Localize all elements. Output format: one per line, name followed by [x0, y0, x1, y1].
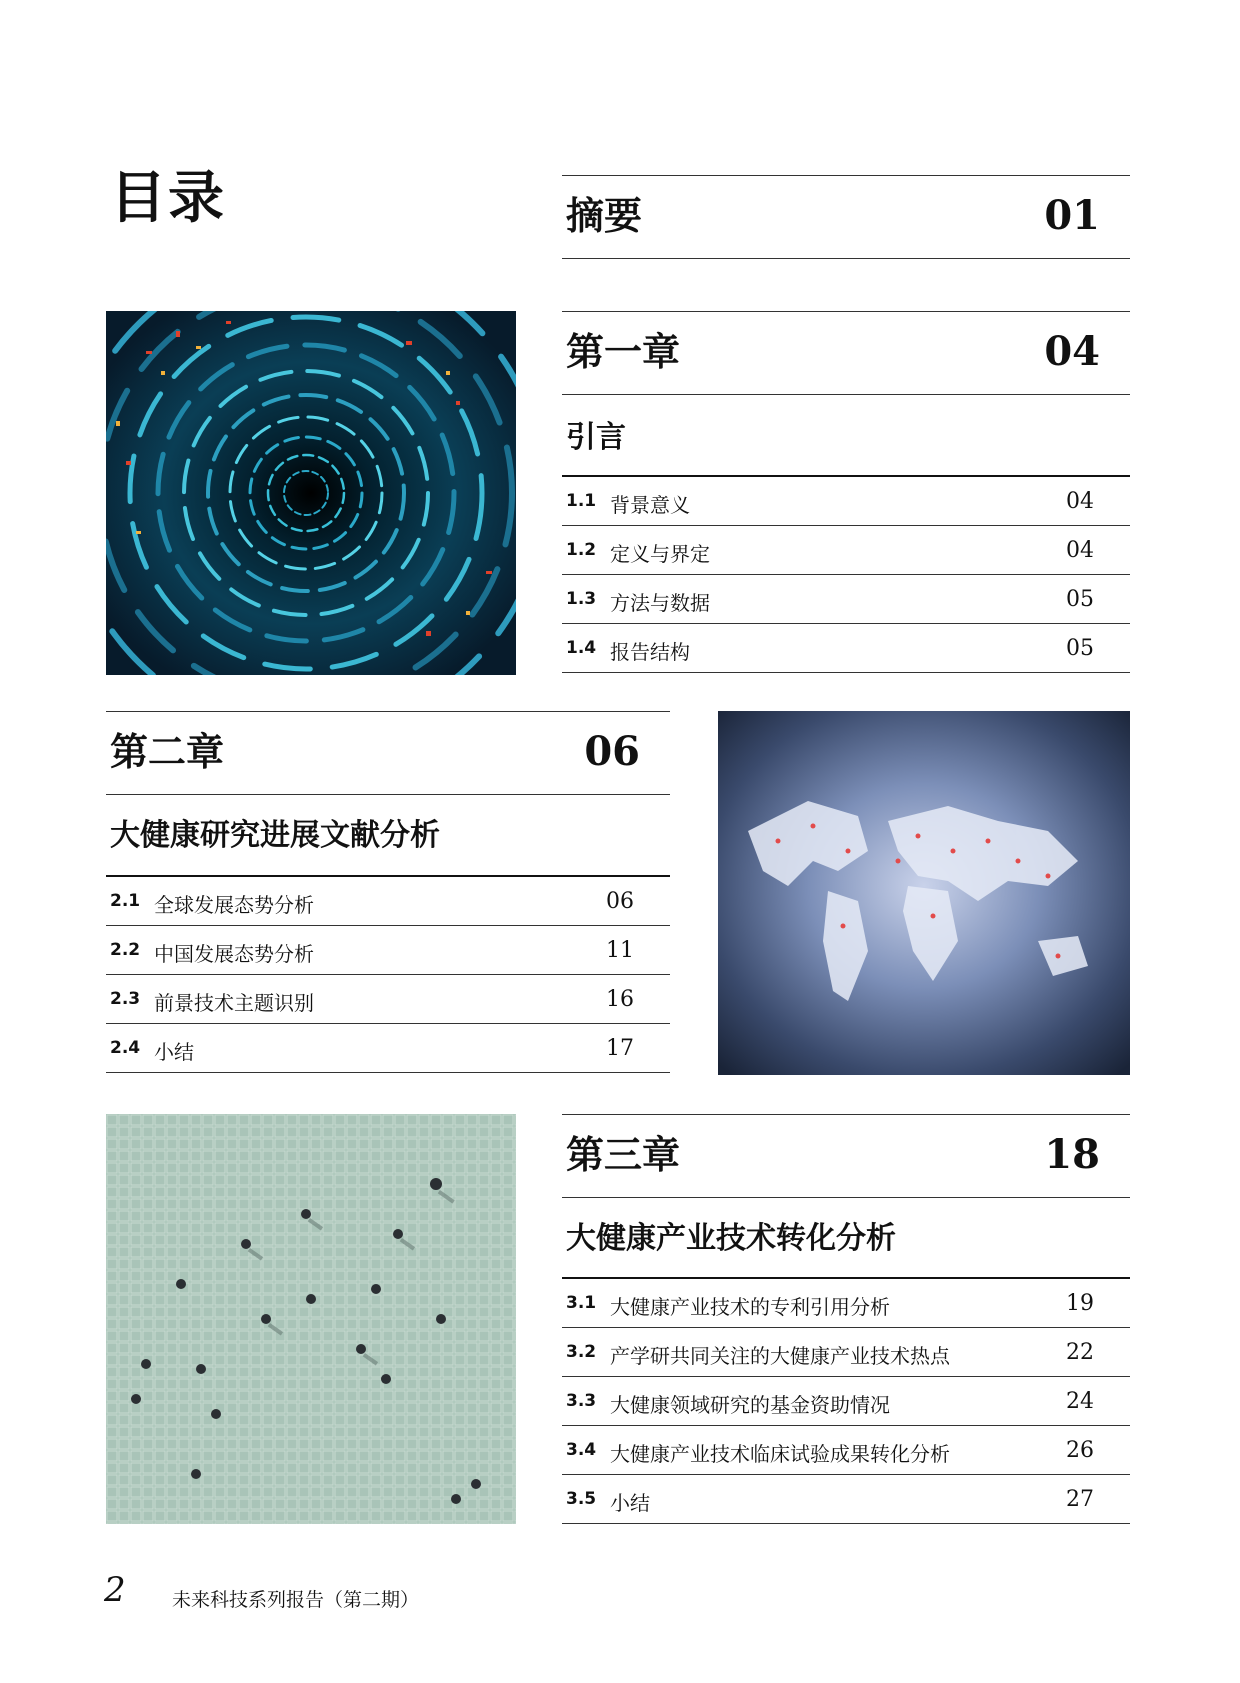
abstract-entry[interactable] — [562, 175, 1130, 259]
chapter-1-block — [562, 311, 1130, 681]
toc-row[interactable] — [562, 1426, 1130, 1475]
toc-row[interactable] — [562, 1475, 1130, 1524]
toc-row[interactable] — [562, 1279, 1130, 1328]
abstract-label: 摘要 — [566, 194, 643, 238]
section-number: 1.4 — [566, 638, 597, 658]
section-page: 17 — [606, 1036, 634, 1061]
section-title: 小结 — [610, 1491, 650, 1515]
section-number: 1.2 — [566, 540, 597, 560]
section-number: 3.4 — [566, 1440, 597, 1460]
section-title: 中国发展态势分析 — [154, 942, 314, 966]
chapter-3-subtitle: 大健康产业技术转化分析 — [566, 1221, 896, 1256]
section-title: 全球发展态势分析 — [154, 893, 314, 917]
footer-page-number: 2 — [104, 1570, 126, 1610]
toc-row[interactable] — [106, 1024, 670, 1073]
chapter-3-block — [562, 1114, 1130, 1534]
section-number: 3.2 — [566, 1342, 597, 1362]
section-number: 2.4 — [110, 1038, 141, 1058]
toc-row[interactable] — [562, 1328, 1130, 1377]
chapter-2-subtitle: 大健康研究进展文献分析 — [110, 818, 440, 853]
section-title: 定义与界定 — [610, 542, 710, 566]
section-number: 2.3 — [110, 989, 141, 1009]
toc-row[interactable] — [562, 624, 1130, 673]
toc-row[interactable] — [106, 926, 670, 975]
toc-row[interactable] — [562, 526, 1130, 575]
section-title: 报告结构 — [610, 640, 690, 664]
footer-series-title: 未来科技系列报告（第二期） — [172, 1589, 420, 1611]
people-grid-image — [106, 1114, 516, 1524]
chapter-2-page: 06 — [584, 728, 640, 775]
section-number: 3.1 — [566, 1293, 597, 1313]
toc-row[interactable] — [562, 575, 1130, 624]
section-title: 产学研共同关注的大健康产业技术热点 — [610, 1344, 950, 1368]
section-page: 06 — [606, 889, 634, 914]
page-title: 目录 — [110, 165, 226, 231]
chapter-1-label: 第一章 — [566, 330, 681, 374]
chapter-3-page: 18 — [1044, 1131, 1100, 1178]
section-title: 大健康产业技术临床试验成果转化分析 — [610, 1442, 950, 1466]
section-page: 19 — [1066, 1291, 1094, 1316]
chapter-1-subtitle: 引言 — [566, 420, 626, 455]
abstract-page: 01 — [1044, 192, 1100, 239]
chapter-3-heading[interactable] — [562, 1114, 1130, 1198]
section-number: 2.2 — [110, 940, 141, 960]
section-page: 11 — [606, 938, 634, 963]
section-number: 2.1 — [110, 891, 141, 911]
section-number: 3.5 — [566, 1489, 597, 1509]
section-page: 16 — [606, 987, 634, 1012]
section-page: 05 — [1066, 636, 1094, 661]
section-title: 大健康产业技术的专利引用分析 — [610, 1295, 890, 1319]
section-page: 04 — [1066, 489, 1094, 514]
section-page: 04 — [1066, 538, 1094, 563]
toc-row[interactable] — [562, 477, 1130, 526]
section-number: 1.3 — [566, 589, 597, 609]
section-title: 方法与数据 — [610, 591, 710, 615]
section-page: 27 — [1066, 1487, 1094, 1512]
toc-row[interactable] — [106, 877, 670, 926]
chapter-3-label: 第三章 — [566, 1133, 681, 1177]
tunnel-image — [106, 311, 516, 675]
section-number: 3.3 — [566, 1391, 597, 1411]
section-page: 05 — [1066, 587, 1094, 612]
section-page: 24 — [1066, 1389, 1094, 1414]
chapter-1-heading[interactable] — [562, 311, 1130, 395]
chapter-1-page: 04 — [1044, 328, 1100, 375]
section-title: 大健康领域研究的基金资助情况 — [610, 1393, 890, 1417]
section-page: 26 — [1066, 1438, 1094, 1463]
chapter-2-heading[interactable] — [106, 711, 670, 795]
toc-row[interactable] — [562, 1377, 1130, 1426]
chapter-2-label: 第二章 — [110, 730, 225, 774]
section-title: 背景意义 — [610, 493, 690, 517]
section-page: 22 — [1066, 1340, 1094, 1365]
world-map-image — [718, 711, 1130, 1075]
section-number: 1.1 — [566, 491, 597, 511]
section-title: 前景技术主题识别 — [154, 991, 314, 1015]
section-title: 小结 — [154, 1040, 194, 1064]
toc-row[interactable] — [106, 975, 670, 1024]
chapter-2-block — [106, 711, 670, 1081]
